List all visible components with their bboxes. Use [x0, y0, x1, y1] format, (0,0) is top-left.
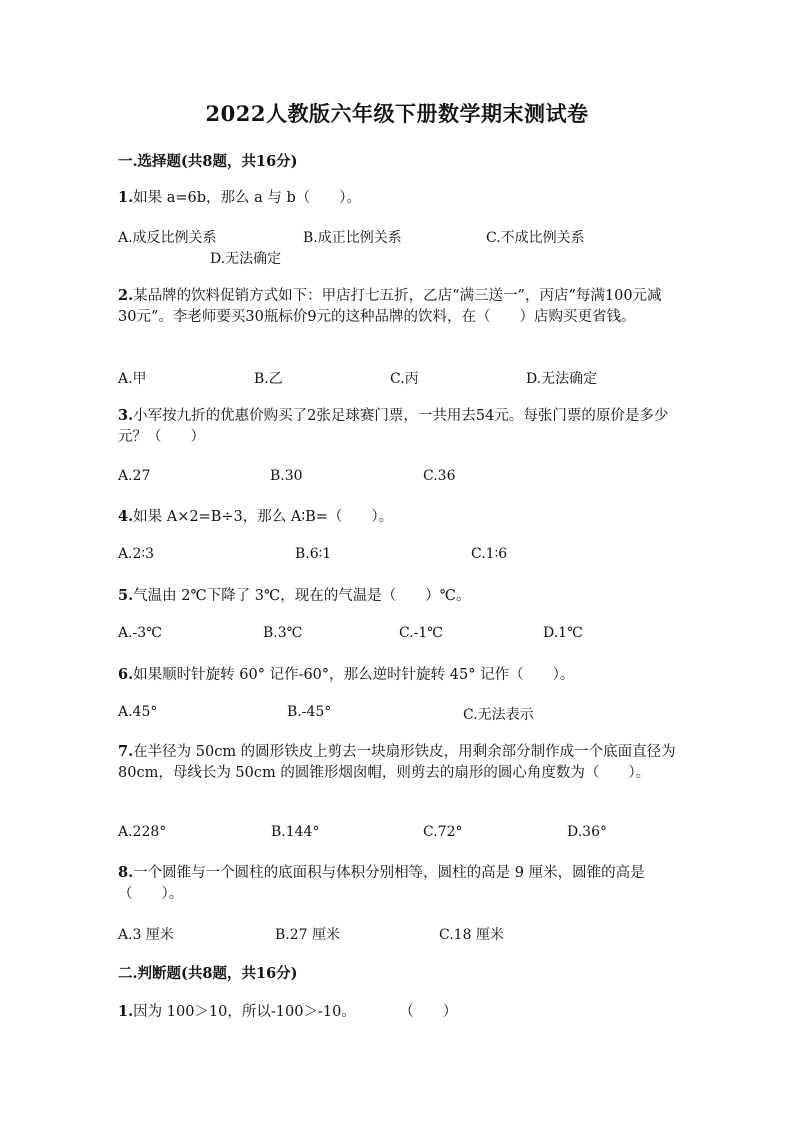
question-text: 在半径为 50cm 的圆形铁皮上剪去一块扇形铁皮，用剩余部分制作成一个底面直径为 80cm，母线长为 50cm 的圆锥形烟囱帽，则剪去的扇形的圆心角度数为（ ）。: [118, 744, 676, 781]
question-7: [118, 741, 678, 784]
question-number: 1.: [118, 1003, 134, 1020]
question-5: [118, 585, 678, 607]
option-d: D.无法确定: [210, 251, 282, 267]
question-number: 4.: [118, 508, 134, 525]
question-number: 2.: [118, 287, 134, 304]
option-b: B.144°: [271, 824, 320, 840]
option-c: C.18 厘米: [439, 927, 504, 943]
option-c: C.无法表示: [463, 707, 534, 723]
question-5-options: [118, 625, 678, 665]
question-3: [118, 405, 678, 448]
option-c: C.不成比例关系: [486, 230, 585, 246]
section-heading-choice: 一.选择题(共8题，共16分): [118, 153, 298, 170]
option-b: B.30: [270, 468, 303, 484]
question-2: [118, 285, 678, 328]
question-text: 如果 A×2=B÷3，那么 A∶B=（ ）。: [133, 509, 394, 525]
judge-question-1: [118, 1001, 678, 1023]
question-1: [118, 187, 678, 209]
question-4-options: [118, 546, 678, 586]
question-text: 如果顺时针旋转 60° 记作-60°，那么逆时针旋转 45° 记作（ ）。: [133, 667, 575, 683]
question-text: 小军按九折的优惠价购买了2张足球赛门票，一共用去54元。每张门票的原价是多少元？（ ）: [118, 408, 669, 445]
option-a: A.成反比例关系: [118, 230, 217, 246]
option-a: A.3 厘米: [118, 927, 174, 943]
option-c: C.丙: [390, 371, 419, 387]
page-title: 2022人教版六年级下册数学期末测试卷: [205, 101, 589, 126]
question-8: [118, 862, 678, 905]
question-number: 1.: [118, 189, 134, 206]
option-c: C.72°: [423, 824, 463, 840]
question-text: 因为 100＞10，所以-100＞-10。 （ ）: [133, 1004, 458, 1020]
option-a: A.甲: [118, 371, 147, 387]
section-heading-judge: 二.判断题(共8题，共16分): [118, 965, 298, 982]
option-b: B.6∶1: [295, 546, 332, 562]
question-number: 6.: [118, 666, 134, 683]
question-text: 某品牌的饮料促销方式如下：甲店打七五折，乙店“满三送一”，丙店“每满100元减30元”。李老师要买30瓶标价9元的这种品牌的饮料，在（ ）店购买更省钱。: [118, 288, 662, 325]
question-1-options: [118, 227, 678, 267]
option-a: A.45°: [118, 704, 158, 720]
option-a: A.228°: [118, 824, 167, 840]
question-number: 3.: [118, 407, 134, 424]
question-text: 如果 a=6b，那么 a 与 b（ ）。: [133, 190, 362, 206]
option-b: B.-45°: [287, 704, 332, 720]
question-7-options: [118, 824, 678, 864]
option-c: C.-1℃: [399, 625, 443, 641]
option-c: C.36: [423, 468, 456, 484]
question-number: 5.: [118, 587, 134, 604]
question-text: 一个圆锥与一个圆柱的底面积与体积分别相等，圆柱的高是 9 厘米，圆锥的高是（ ）。: [118, 865, 645, 902]
question-number: 8.: [118, 864, 134, 881]
question-3-options: [118, 468, 678, 508]
option-b: B.乙: [254, 371, 283, 387]
question-6-options: [118, 704, 678, 744]
option-c: C.1∶6: [471, 546, 508, 562]
question-text: 气温由 2℃下降了 3℃，现在的气温是（ ）℃。: [133, 588, 471, 604]
question-number: 7.: [118, 743, 134, 760]
option-d: D.1℃: [543, 625, 583, 641]
question-6: [118, 664, 678, 686]
option-b: B.27 厘米: [275, 927, 341, 943]
option-d: D.36°: [567, 824, 607, 840]
option-b: B.3℃: [263, 625, 303, 641]
question-4: [118, 506, 678, 528]
option-d: D.无法确定: [526, 371, 598, 387]
question-8-options: [118, 924, 678, 964]
option-a: A.-3℃: [118, 625, 162, 641]
option-a: A.27: [118, 468, 151, 484]
option-a: A.2∶3: [118, 546, 155, 562]
option-b: B.成正比例关系: [303, 230, 402, 246]
question-2-options: [118, 368, 678, 408]
